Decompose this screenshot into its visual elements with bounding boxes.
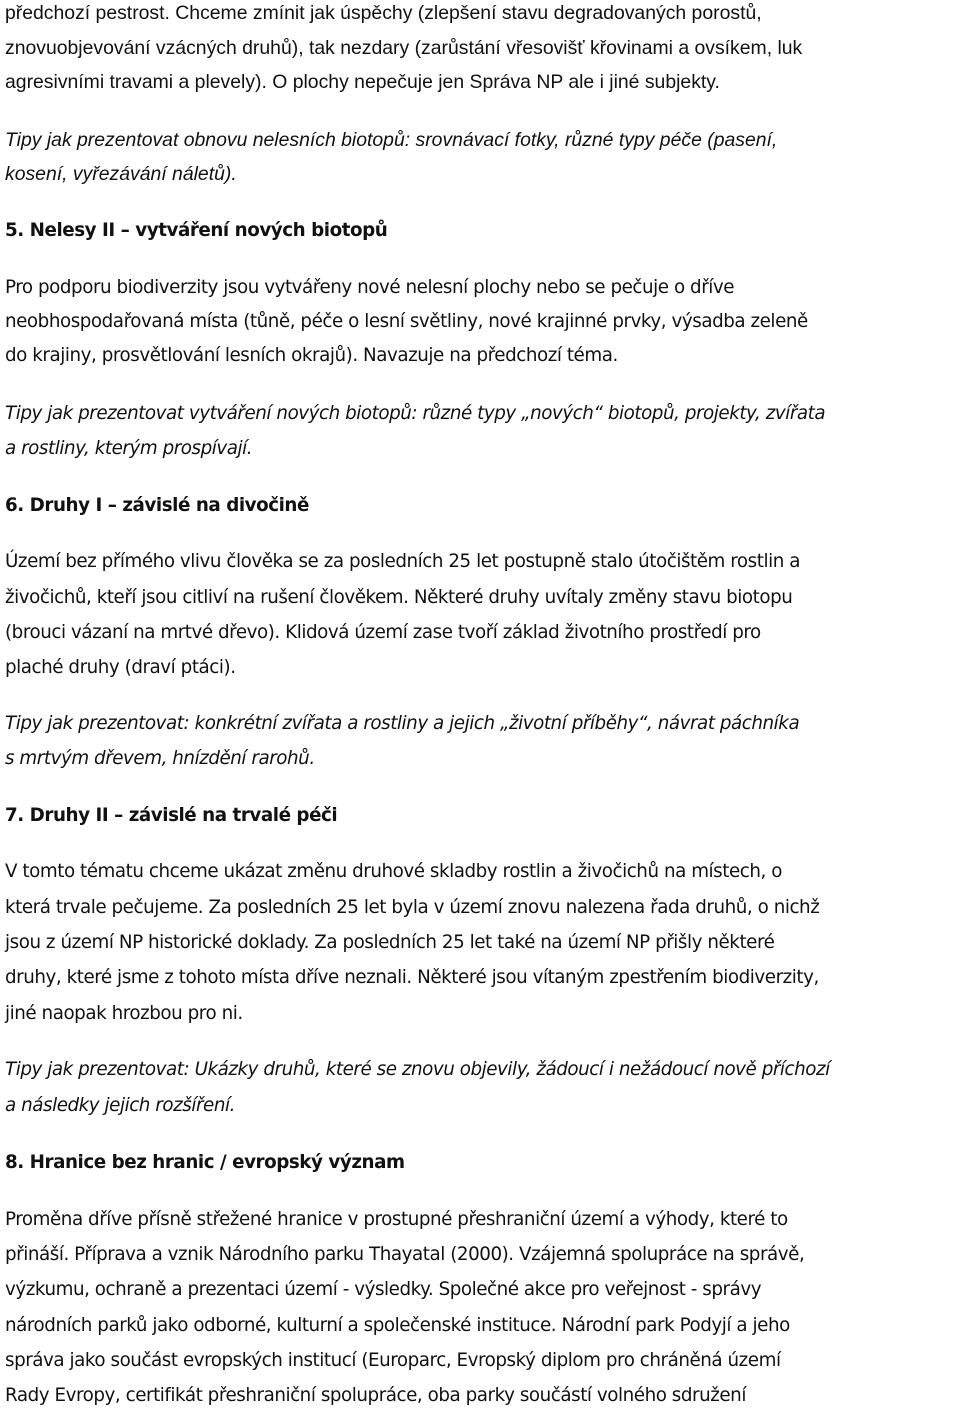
intro-line: agresivními travami a plevely). O plochy nepečuje jen Správa NP ale i jiné subjekty. bbox=[5, 71, 720, 93]
section-body-line: Území bez přímého vlivu člověka se za posledních 25 let postupně stalo útočištěm rostlin a bbox=[5, 551, 800, 572]
section-body-line: Pro podporu biodiverzity jsou vytvářeny nové nelesní plochy nebo se pečuje o dříve bbox=[5, 277, 735, 298]
section-heading: 5. Nelesy II – vytváření nových biotopů bbox=[5, 220, 388, 241]
section-heading: 8. Hranice bez hranic / evropský význam bbox=[5, 1152, 405, 1173]
section-body-line: Proměna dříve přísně střežené hranice v prostupné přeshraniční území a výhody, které to bbox=[5, 1209, 788, 1230]
section-body-line: výzkumu, ochraně a prezentaci území - výsledky. Společné akce pro veřejnost - správy bbox=[5, 1279, 762, 1300]
section-body-line: plaché druhy (draví ptáci). bbox=[5, 657, 236, 678]
section-tip-line: a následky jejich rozšíření. bbox=[5, 1095, 235, 1116]
intro-tip-line: kosení, vyřezávání náletů). bbox=[5, 163, 237, 185]
section-body-line: správa jako součást evropských institucí (Europarc, Evropský diplom pro chráněná území bbox=[5, 1350, 781, 1371]
intro-tip-line: Tipy jak prezentovat obnovu nelesních biotopů: srovnávací fotky, různé typy péče (pasení, bbox=[5, 129, 778, 151]
section-body-line: neobhospodařovaná místa (tůně, péče o lesní světliny, nové krajinné prvky, výsadba zeleně bbox=[5, 311, 808, 332]
section-body-line: která trvale pečujeme. Za posledních 25 let byla v území znovu nalezena řada druhů, o nichž bbox=[5, 897, 820, 918]
intro-line: předchozí pestrost. Chceme zmínit jak úspěchy (zlepšení stavu degradovaných porostů, bbox=[5, 2, 762, 24]
section-body-line: Rady Evropy, certifikát přeshraniční spolupráce, oba parky součástí volného sdružení bbox=[5, 1385, 746, 1406]
section-body-line: druhy, které jsme z tohoto místa dříve neznali. Některé jsou vítaným zpestřením biodiverzity, bbox=[5, 967, 819, 988]
section-body-line: živočichů, kteří jsou citliví na rušení člověkem. Některé druhy uvítaly změny stavu biotopu bbox=[5, 587, 793, 608]
section-body-line: jsou z území NP historické doklady. Za posledních 25 let také na území NP přišly některé bbox=[5, 932, 775, 953]
section-tip-line: Tipy jak prezentovat: Ukázky druhů, které se znovu objevily, žádoucí i nežádoucí nově příchozí bbox=[5, 1059, 830, 1080]
section-heading: 6. Druhy I – závislé na divočině bbox=[5, 495, 309, 516]
section-body-line: do krajiny, prosvětlování lesních okrajů). Navazuje na předchozí téma. bbox=[5, 345, 618, 366]
section-tip-line: Tipy jak prezentovat vytváření nových biotopů: různé typy „nových“ biotopů, projekty, zvířata bbox=[5, 403, 826, 424]
section-tip-line: Tipy jak prezentovat: konkrétní zvířata a rostliny a jejich „životní příběhy“, návrat páchníka bbox=[5, 713, 800, 734]
section-heading: 7. Druhy II – závislé na trvalé péči bbox=[5, 805, 338, 826]
section-body-line: V tomto tématu chceme ukázat změnu druhové skladby rostlin a živočichů na místech, o bbox=[5, 861, 782, 882]
section-tip-line: a rostliny, kterým prospívají. bbox=[5, 438, 253, 459]
intro-line: znovuobjevování vzácných druhů), tak nezdary (zarůstání vřesovišť křovinami a ovsíkem, luk bbox=[5, 37, 803, 59]
section-tip-line: s mrtvým dřevem, hnízdění rarohů. bbox=[5, 748, 315, 769]
section-body-line: (brouci vázaní na mrtvé dřevo). Klidová území zase tvoří základ životního prostředí pro bbox=[5, 622, 761, 643]
section-body-line: jiné naopak hrozbou pro ni. bbox=[5, 1003, 243, 1024]
section-body-line: přináší. Příprava a vznik Národního parku Thayatal (2000). Vzájemná spolupráce na správě, bbox=[5, 1244, 805, 1265]
section-body-line: národních parků jako odborné, kulturní a společenské instituce. Národní park Podyjí a jeho bbox=[5, 1315, 790, 1336]
